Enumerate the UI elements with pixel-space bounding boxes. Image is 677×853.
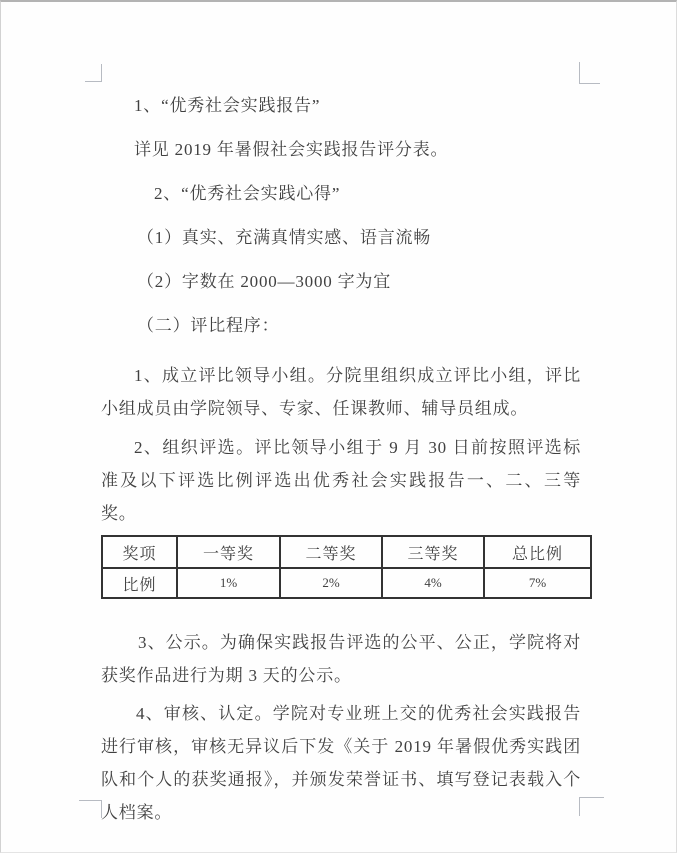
table-cell-second-prize-ratio: 2% (280, 568, 382, 598)
table-cell-third-prize-ratio: 4% (382, 568, 484, 598)
paragraph-excellent-report-heading: 1、“优秀社会实践报告” (134, 96, 321, 115)
text-boundary-mark-bottom-right (579, 797, 604, 816)
paragraph-step-3-publicity: 3、公示。为确保实践报告评选的公平、公正，学院将对获奖作品进行为期 3 天的公示。 (101, 633, 581, 685)
table-header-total-ratio: 总比例 (484, 536, 591, 568)
award-ratio-table (101, 535, 592, 599)
paragraph-step-2-selection: 2、组织评选。评比领导小组于 9 月 30 日前按照评选标准及以下评选比例评选出优秀社会实践报告一、二、三等奖。 (101, 438, 581, 523)
table-cell-first-prize-ratio: 1% (177, 568, 280, 598)
paragraph-requirement-2: （2）字数在 2000—3000 字为宜 (137, 272, 391, 291)
text-boundary-mark-top-left (85, 64, 102, 82)
paragraph-step-4-review: 4、审核、认定。学院对专业班上交的优秀社会实践报告进行审核，审核无异议后下发《关于 2019 年暑假优秀实践团队和个人的获奖通报》，并颁发荣誉证书、填写登记表载入个人档案。 (101, 704, 581, 822)
table-header-row (102, 536, 591, 568)
text-boundary-mark-top-right (579, 62, 600, 84)
paragraph-procedure-heading: （二）评比程序： (137, 316, 280, 335)
paragraph-step-1-leading-group: 1、成立评比领导小组。分院里组织成立评比小组，评比小组成员由学院领导、专家、任课教师、辅导员组成。 (101, 366, 581, 418)
document-body (101, 89, 581, 840)
table-cell-total-ratio: 7% (484, 568, 591, 598)
paragraph-see-scoring-sheet: 详见 2019 年暑假社会实践报告评分表。 (134, 140, 449, 159)
table-header-third-prize: 三等奖 (382, 536, 484, 568)
table-cell-ratio-label: 比例 (102, 568, 177, 598)
table-header-award: 奖项 (102, 536, 177, 568)
table-row-ratio (102, 568, 591, 598)
paragraph-excellent-insight-heading: 2、“优秀社会实践心得” (154, 184, 341, 203)
paragraph-requirement-1: （1）真实、充满真情实感、语言流畅 (137, 228, 432, 247)
table-header-first-prize: 一等奖 (177, 536, 280, 568)
text-boundary-mark-bottom-left (79, 800, 102, 818)
table-header-second-prize: 二等奖 (280, 536, 382, 568)
